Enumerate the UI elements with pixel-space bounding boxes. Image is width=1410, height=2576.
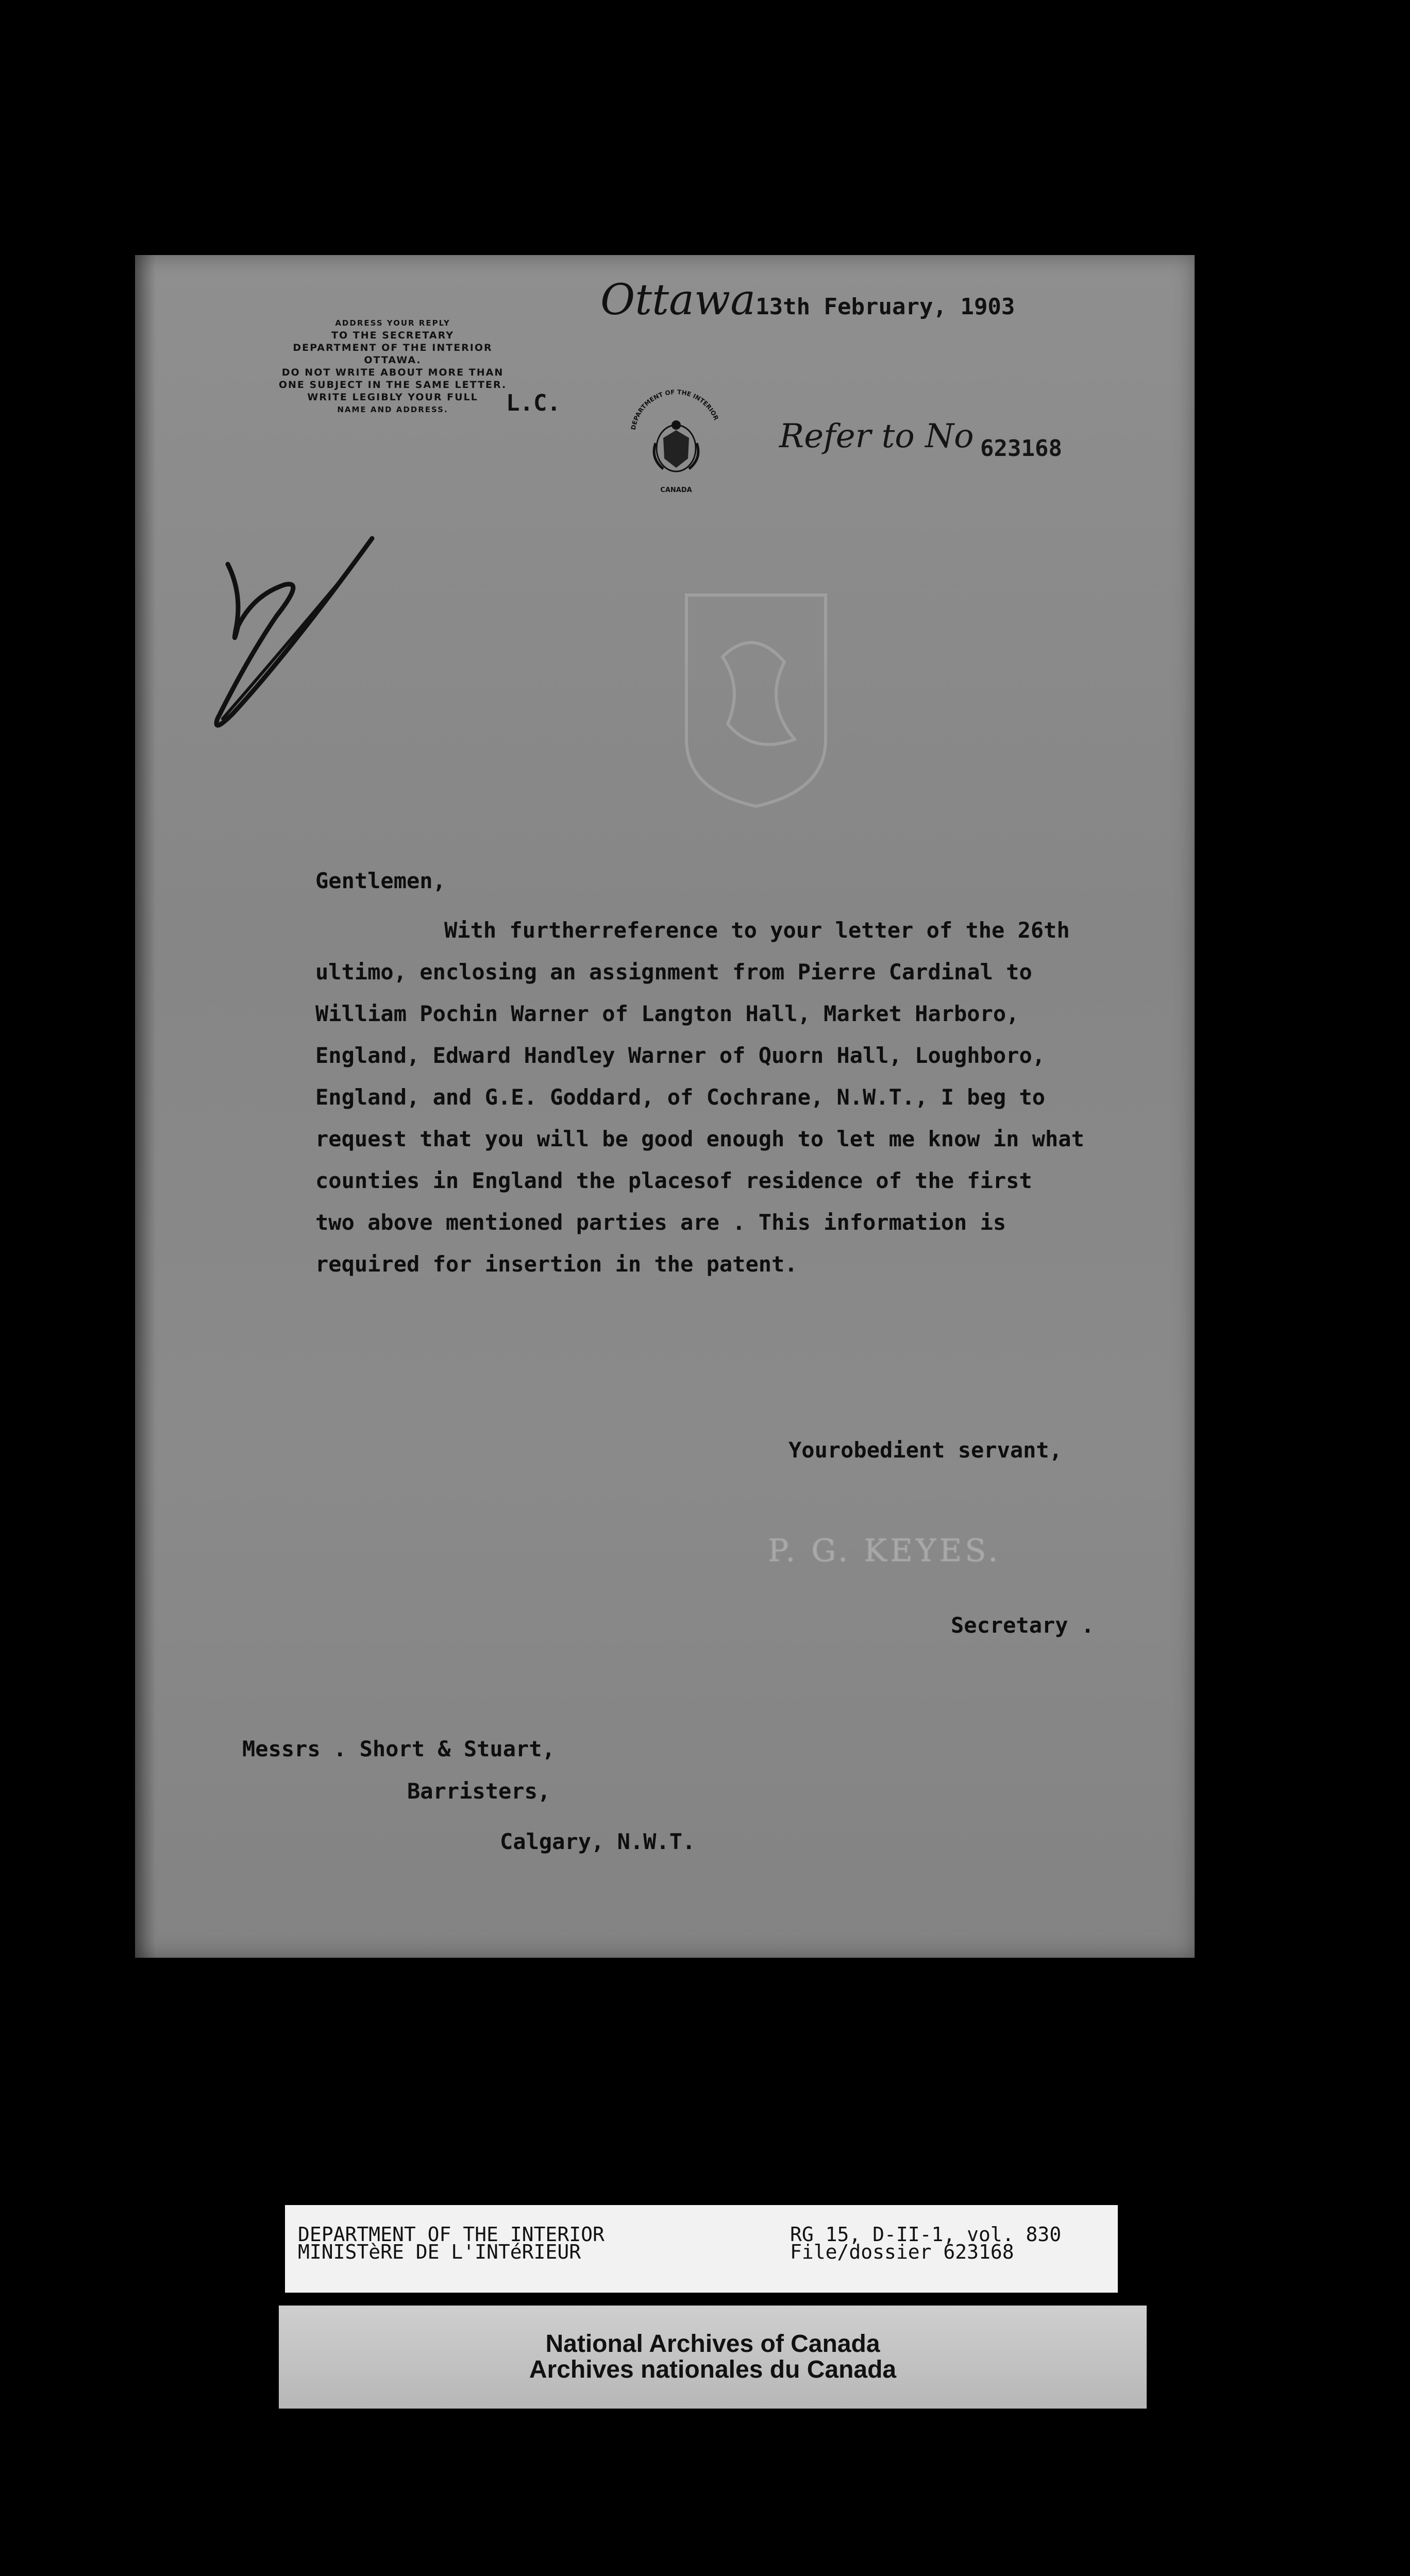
signatory-title: Secretary . xyxy=(951,1613,1095,1638)
letter-body-line: ultimo, enclosing an assignment from Pierre Cardinal to xyxy=(315,959,1032,985)
addressee-line: Messrs . Short & Stuart, xyxy=(242,1736,555,1761)
closing: Yourobedient servant, xyxy=(788,1437,1063,1463)
seal-bottom-text: CANADA xyxy=(660,486,692,494)
letterhead-line: DEPARTMENT OF THE INTERIOR xyxy=(293,342,493,353)
dateline-date: 13th February, 1903 xyxy=(756,294,1015,320)
letter-body-line: With furtherreference to your letter of the 26th xyxy=(444,918,1070,943)
letter-body-line: two above mentioned parties are . This information is xyxy=(315,1210,1006,1235)
seal-top-text: DEPARTMENT OF THE INTERIOR xyxy=(629,388,720,431)
record-group: RG 15, D-II-1, vol. 830 xyxy=(790,2223,1062,2246)
letterhead-line: ADDRESS YOUR REPLY xyxy=(335,318,450,328)
letterhead-line: ONE SUBJECT IN THE SAME LETTER. xyxy=(278,379,507,391)
watermark-crest-icon xyxy=(676,585,836,811)
letterhead-line: DO NOT WRITE ABOUT MORE THAN xyxy=(281,367,504,378)
dateline xyxy=(600,276,1015,325)
letter-body-line: required for insertion in the patent. xyxy=(315,1251,798,1277)
addressee-line: Calgary, N.W.T. xyxy=(500,1829,696,1854)
letterhead-instructions xyxy=(259,317,527,416)
letterhead-line: TO THE SECRETARY xyxy=(331,330,454,341)
signature-stamp: P. G. KEYES. xyxy=(768,1533,1001,1569)
salutation: Gentlemen, xyxy=(315,868,446,893)
department-name-fr: MINISTèRE DE L'INTéRIEUR xyxy=(298,2241,581,2263)
dateline-place: Ottawa xyxy=(600,276,756,325)
letterhead-line: WRITE LEGIBLY YOUR FULL xyxy=(307,392,478,403)
archive-name-fr: Archives nationales du Canada xyxy=(529,2356,897,2383)
file-number: File/dossier 623168 xyxy=(790,2241,1014,2263)
refer-to-label: Refer to No xyxy=(779,417,974,455)
department-name-en: DEPARTMENT OF THE INTERIOR xyxy=(298,2223,605,2246)
department-seal-icon xyxy=(627,386,725,500)
archive-banner xyxy=(279,2306,1147,2409)
reference-number: 623168 xyxy=(980,435,1062,462)
letterhead-line: OTTAWA. xyxy=(364,354,422,366)
addressee-line: Barristers, xyxy=(407,1778,551,1804)
letter-body-line: William Pochin Warner of Langton Hall, Market Harboro, xyxy=(315,1001,1019,1026)
letter-body-line: England, and G.E. Goddard, of Cochrane, N.W.T., I beg to xyxy=(315,1084,1046,1110)
archive-name-en: National Archives of Canada xyxy=(545,2330,880,2358)
letter-body-line: request that you will be good enough to let me know in what xyxy=(315,1126,1084,1151)
letter-body-line: England, Edward Handley Warner of Quorn Hall, Loughboro, xyxy=(315,1043,1046,1068)
letter-body-line: counties in England the placesof residence of the first xyxy=(315,1168,1032,1193)
archive-reference xyxy=(790,2223,1062,2263)
handwritten-initials xyxy=(187,523,393,739)
letter-body xyxy=(315,909,1233,1285)
department-name xyxy=(298,2223,605,2263)
archive-reference-label xyxy=(285,2205,1118,2293)
file-mark: L.C. xyxy=(506,390,561,416)
letterhead-line: NAME AND ADDRESS. xyxy=(337,405,448,414)
